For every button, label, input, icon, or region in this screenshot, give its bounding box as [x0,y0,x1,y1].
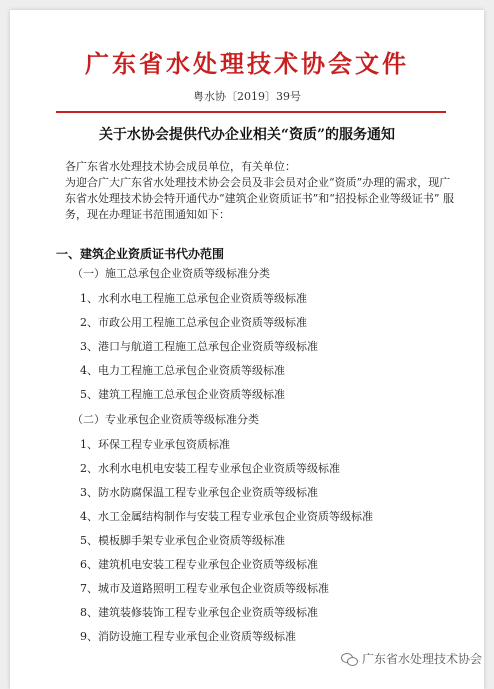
notice-title: 关于水协会提供代办企业相关“资质”的服务通知 [98,127,396,143]
list-item: 8、建筑装修装饰工程专业承包企业资质等级标准 [80,606,318,619]
list-item: 4、水工金属结构制作与安装工程专业承包企业资质等级标准 [80,510,373,523]
sub-heading-specialty: （二）专业承包企业资质等级标准分类 [72,413,259,426]
section-heading: 一、建筑企业资质证书代办范围 [56,247,225,261]
list-item: 6、建筑机电安装工程专业承包企业资质等级标准 [80,558,318,571]
org-title: 广东省水处理技术协会文件 [85,49,409,78]
intro-body: 为迎合广大广东省水处理技术协会会员及非会员对企业“资质”办理的需求，现广东省水处理技术协会特开通代办“建筑企业资质证书”和“招投标企业等级证书” 服务，现在办理证书范围通知如下： [65,176,454,221]
list-item: 4、电力工程施工总承包企业资质等级标准 [80,364,285,377]
watermark [341,650,482,667]
list-item: 7、城市及道路照明工程专业承包企业资质等级标准 [80,582,329,595]
list-item: 3、防水防腐保温工程专业承包企业资质等级标准 [80,486,318,499]
intro-paragraph [65,159,457,223]
list-item: 2、水利水电机电安装工程专业承包企业资质等级标准 [80,462,340,475]
list-item: 5、模板脚手架专业承包企业资质等级标准 [80,534,285,547]
wechat-icon [341,652,357,666]
watermark-text: 广东省水处理技术协会 [361,652,482,666]
list-item: 3、港口与航道工程施工总承包企业资质等级标准 [80,340,318,353]
salutation: 各广东省水处理技术协会成员单位，有关单位： [65,160,296,173]
list-item: 1、水利水电工程施工总承包企业资质等级标准 [80,292,307,305]
list-item: 9、消防设施工程专业承包企业资质等级标准 [80,630,296,643]
list-item: 2、市政公用工程施工总承包企业资质等级标准 [80,316,307,329]
sub-heading-general: （一）施工总承包企业资质等级标准分类 [72,267,270,280]
list-item: 1、环保工程专业承包资质标准 [80,438,230,451]
doc-number: 粤水协〔2019〕39号 [193,90,301,103]
red-divider [56,111,446,113]
list-item: 5、建筑工程施工总承包企业资质等级标准 [80,388,285,401]
